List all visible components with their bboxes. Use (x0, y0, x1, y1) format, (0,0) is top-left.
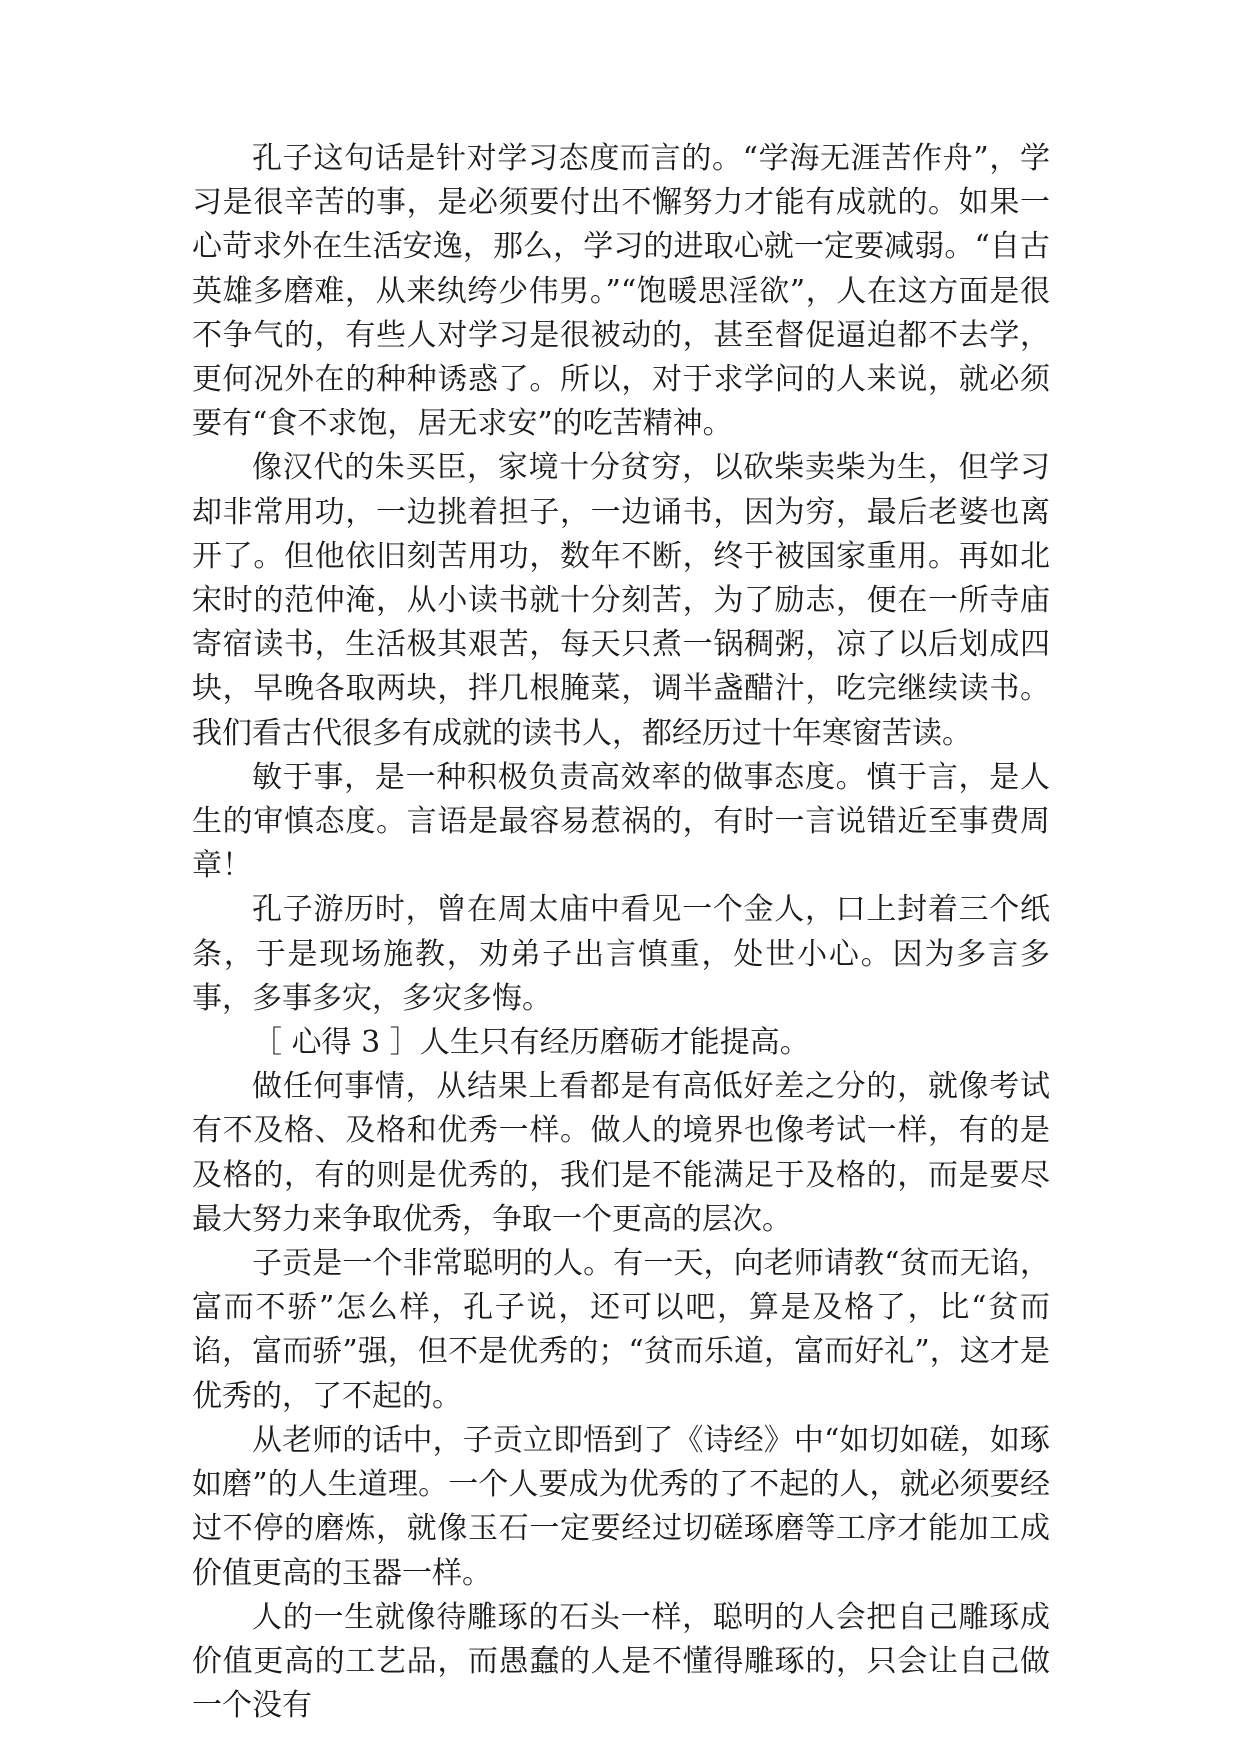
paragraph-diligent-speech: 敏于事，是一种积极负责高效率的做事态度。慎于言，是人生的审慎态度。言语是最容易惹祸的，有时一言说错近至事费周章！ (192, 759, 1050, 884)
paragraph-zigong: 子贡是一个非常聪明的人。有一天，向老师请教“贫而无谄，富而不骄”怎么样，孔子说，还可以吧，算是及格了，比“贫而谄，富而骄”强，但不是优秀的；“贫而乐道，富而好礼”，这才是优秀的，了不起的。 (192, 1246, 1050, 1414)
paragraph-zhu-maichen: 像汉代的朱买臣，家境十分贫穷，以砍柴卖柴为生，但学习却非常用功，一边挑着担子，一边诵书，因为穷，最后老婆也离开了。但他依旧刻苦用功，数年不断，终于被国家重用。再如北宋时的范仲淹，从小读书就十分刻苦，为了励志，便在一所寺庙寄宿读书，生活极其艰苦，每天只煮一锅稠粥，凉了以后划成四块，早晚各取两块，拌几根腌菜，调半盏醋汁，吃完继续读书。我们看古代很多有成就的读书人，都经历过十年寒窗苦读。 (192, 450, 1050, 751)
paragraph-exam-analogy: 做任何事情，从结果上看都是有高低好差之分的，就像考试有不及格、及格和优秀一样。做人的境界也像考试一样，有的是及格的，有的则是优秀的，我们是不能满足于及格的，而是要尽最大努力来争取优秀，争取一个更高的层次。 (192, 1069, 1050, 1237)
document-body (192, 137, 1050, 1728)
paragraph-study-attitude: 孔子这句话是针对学习态度而言的。“学海无涯苦作舟”，学习是很辛苦的事，是必须要付出不懈努力才能有成就的。如果一心苛求外在生活安逸，那么，学习的进取心就一定要减弱。“自古英雄多磨难，从来纨绔少伟男。”“饱暖思淫欲”，人在这方面是很不争气的，有些人对学习是很被动的，甚至督促逼迫都不去学，更何况外在的种种诱惑了。所以，对于求学问的人来说，就必须要有“食不求饱，居无求安”的吃苦精神。 (192, 141, 1050, 442)
section-heading-insight-3: ［ 心得 3 ］人生只有经历磨砺才能提高。 (252, 1025, 810, 1061)
paragraph-golden-man: 孔子游历时，曾在周太庙中看见一个金人，口上封着三个纸条，于是现场施教，劝弟子出言慎重，处世小心。因为多言多事，多事多灾，多灾多悔。 (192, 892, 1050, 1016)
paragraph-carving-stone: 人的一生就像待雕琢的石头一样，聪明的人会把自己雕琢成价值更高的工艺品，而愚蠢的人是不懂得雕琢的，只会让自己做一个没有 (192, 1599, 1050, 1724)
paragraph-book-of-songs: 从老师的话中，子贡立即悟到了《诗经》中“如切如磋，如琢如磨”的人生道理。一个人要成为优秀的了不起的人，就必须要经过不停的磨炼，就像玉石一定要经过切磋琢磨等工序才能加工成价值更高的玉器一样。 (192, 1422, 1050, 1591)
